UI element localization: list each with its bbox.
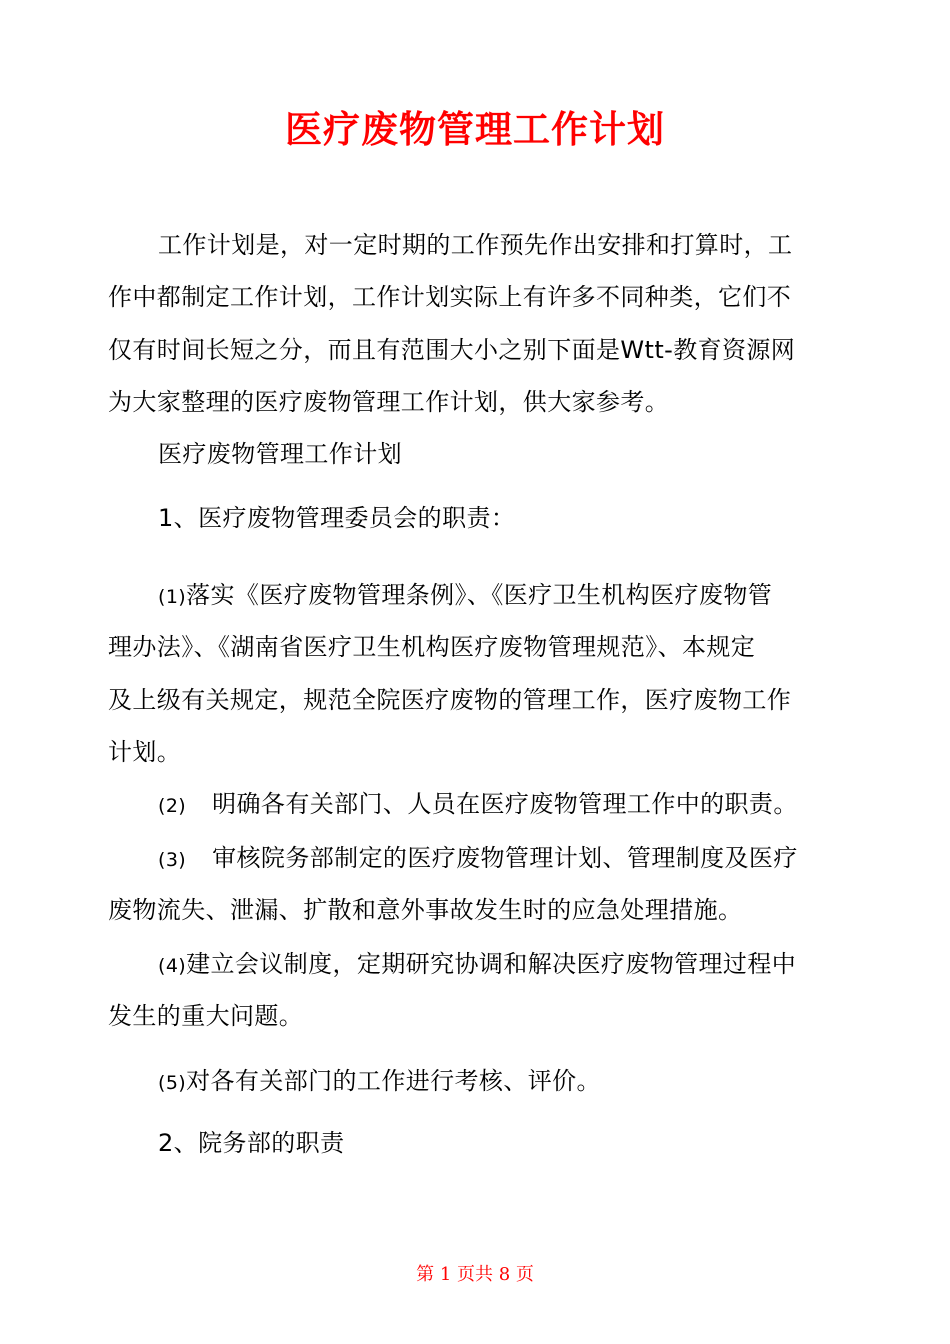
item-1-line-4: 计划。 bbox=[108, 738, 182, 766]
subtitle: 医疗废物管理工作计划 bbox=[158, 440, 402, 468]
item-5-text: 对各有关部门的工作进行考核、评价。 bbox=[186, 1067, 601, 1095]
item-3-line-1 bbox=[158, 840, 798, 878]
item-1-number: (1) bbox=[158, 586, 187, 608]
item-1-line-1 bbox=[158, 577, 772, 615]
item-3-text: 审核院务部制定的医疗废物管理计划、管理制度及医疗 bbox=[212, 844, 798, 872]
item-4-line-1 bbox=[158, 946, 796, 984]
item-3-line-2: 废物流失、泄漏、扩散和意外事故发生时的应急处理措施。 bbox=[108, 896, 743, 924]
document-title: 医疗废物管理工作计划 bbox=[285, 108, 665, 151]
item-4-number: (4) bbox=[158, 955, 187, 977]
item-5-number: (5) bbox=[158, 1072, 187, 1094]
item-1-text: 落实《医疗废物管理条例》、《医疗卫生机构医疗废物管 bbox=[186, 581, 773, 609]
intro-line-4: 为大家整理的医疗废物管理工作计划，供大家参考。 bbox=[108, 388, 670, 416]
item-2-text: 明确各有关部门、人员在医疗废物管理工作中的职责。 bbox=[212, 790, 798, 818]
section-2-heading: 2、院务部的职责 bbox=[158, 1129, 345, 1157]
item-2-line-1 bbox=[158, 786, 798, 824]
item-5-line-1 bbox=[158, 1063, 601, 1101]
intro-line-2: 作中都制定工作计划，工作计划实际上有许多不同种类，它们不 bbox=[108, 283, 792, 311]
item-3-number: (3) bbox=[158, 849, 187, 871]
item-1-line-2: 理办法》、《湖南省医疗卫生机构医疗废物管理规范》、本规定 bbox=[108, 633, 756, 661]
page-number-footer: 第 1 页共 8 页 bbox=[416, 1264, 534, 1285]
item-4-text: 建立会议制度，定期研究协调和解决医疗废物管理过程中 bbox=[186, 950, 797, 978]
intro-line-1: 工作计划是，对一定时期的工作预先作出安排和打算时，工 bbox=[158, 231, 793, 259]
item-1-line-3: 及上级有关规定，规范全院医疗废物的管理工作，医疗废物工作 bbox=[108, 686, 792, 714]
item-4-line-2: 发生的重大问题。 bbox=[108, 1002, 304, 1030]
section-1-heading: 1、医疗废物管理委员会的职责： bbox=[158, 504, 516, 532]
intro-line-3: 仅有时间长短之分，而且有范围大小之别下面是Wtt-教育资源网 bbox=[108, 336, 796, 364]
item-2-number: (2) bbox=[158, 795, 187, 817]
